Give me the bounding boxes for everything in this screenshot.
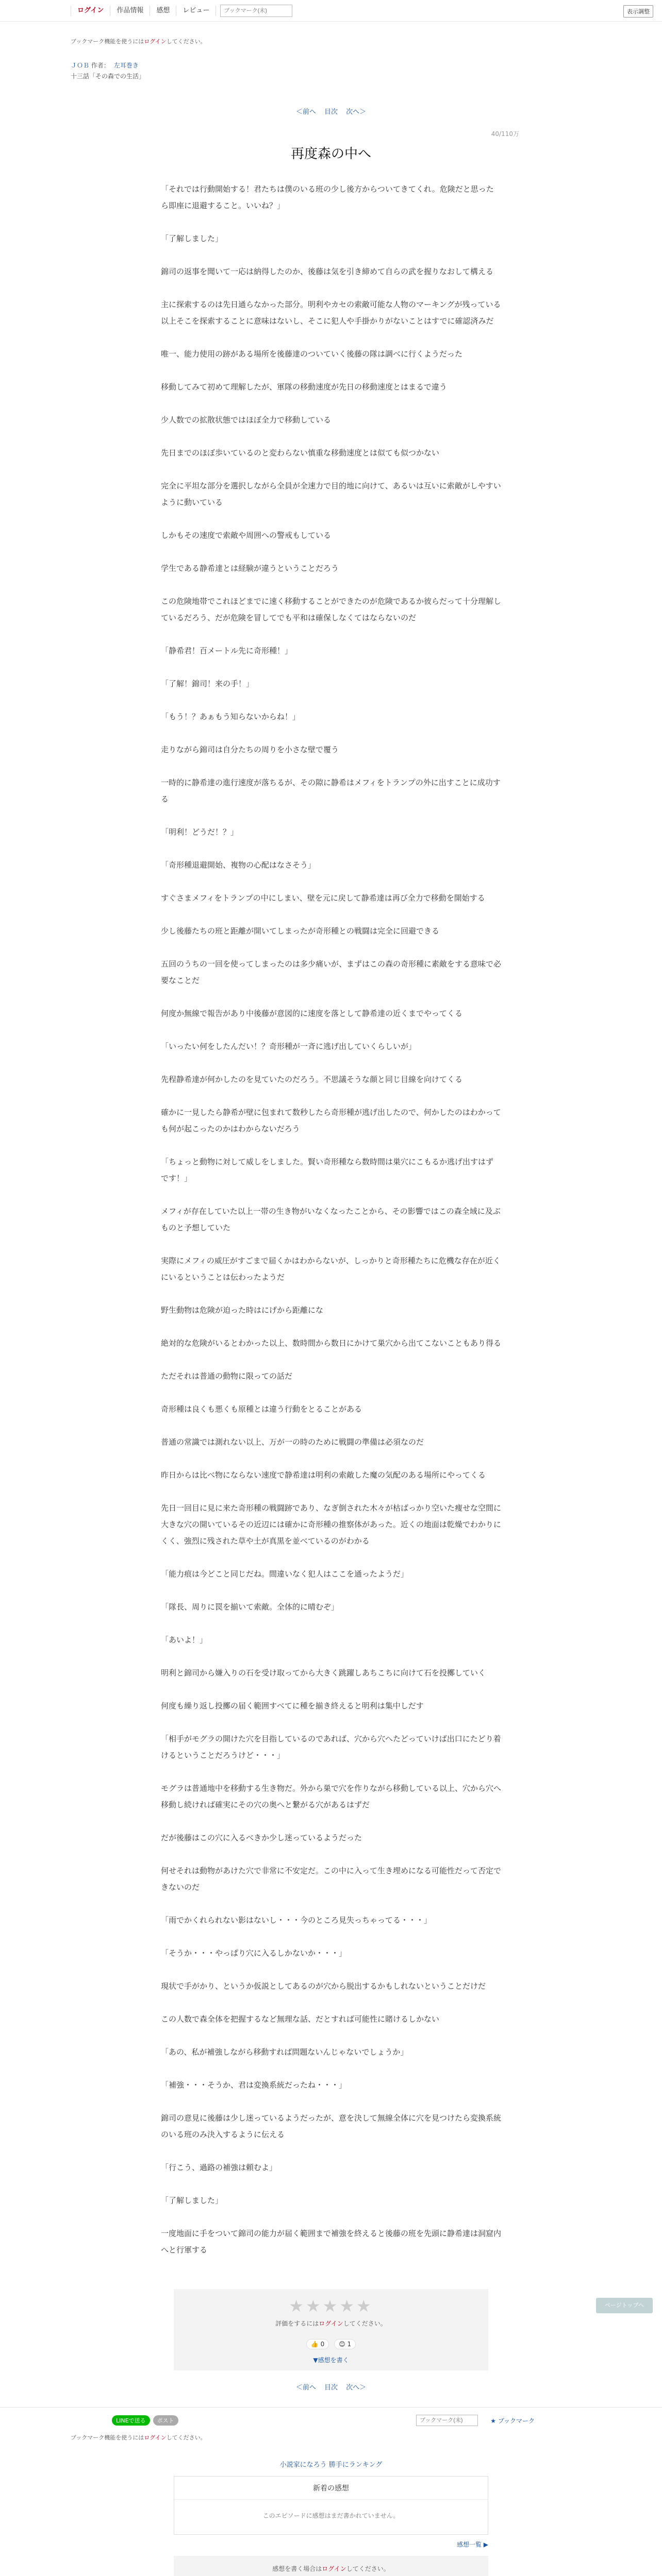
novel-paragraph: 「ちょっと動物に対して威しをしました。賢い奇形種なら数時間は巣穴にこもるか逃げ出すはずです！」 <box>161 1157 494 1183</box>
login-link[interactable]: ログイン <box>144 38 167 45</box>
novel-paragraph: 何度も繰り返し投擲の届く範囲すべてに種を揃き終えると明利は集中しだす <box>161 1701 424 1710</box>
impression-login-box <box>174 2556 488 2576</box>
chapter-number: 40/110万 <box>491 130 519 138</box>
bookmark-login-note-bottom <box>71 2433 591 2442</box>
nav-login[interactable]: ログイン <box>71 6 110 16</box>
novel-paragraph: 「了解しました」 <box>161 234 223 243</box>
novel-paragraph: 実際にメフィの威圧がすごまで届くかはわからないが、しっかりと奇形種たちに危機な存在が近くにいるということは伝わったようだ <box>161 1256 501 1282</box>
novel-paragraph: 先日一回目に見に来た奇形種の戦闘跡であり、なぎ倒された木々が枯ばっかり空いた痩せな空間に大きな穴の開いているその近辺には確かに奇形種の推察体があった。近くの地面は乾燥でわかりにくく、強烈に残された草や土が真黒を並べているのがわかる <box>161 1503 502 1546</box>
novel-paragraph: 確かに一見したら静希が壁に包まれて数秒したら奇形種が逃げ出したので、何かしたのはわかっても何が起こったのかはわからないだろう <box>161 1108 501 1133</box>
impression-login-link[interactable]: ログイン <box>322 2565 346 2572</box>
novel-paragraph: 「明利！どうだ！？」 <box>161 827 239 837</box>
novel-paragraph: 明利と錦司から嫌入りの石を受け取ってから大きく跳躍しあちこちに向けて石を投擲していく <box>161 1668 486 1677</box>
novel-paragraph: 錦司の意見に後藤は少し迷っているようだったが、意を決して無線全体に穴を見つけたら変換系統のいる班のみ決入するように伝える <box>161 2113 502 2139</box>
nav-work-info[interactable]: 作品情報 <box>110 6 150 16</box>
bookmark-search-input-bottom[interactable] <box>416 2415 478 2426</box>
novel-paragraph: 「行こう、過路の補強は頼むよ」 <box>161 2163 277 2172</box>
impression-login-text: 感想を書く場合は <box>272 2565 322 2572</box>
novel-paragraph: しかもその速度で索敵や周囲への警戒もしている <box>161 531 332 540</box>
login-note-text: ブックマーク機能を使うには <box>71 38 144 45</box>
toc-link[interactable]: 目次 <box>324 108 338 116</box>
write-impression-link[interactable]: ▼感想を書く <box>313 2357 349 2364</box>
novel-paragraph: すぐさまメフィをトランプの中にしまい、壁を元に戻して静希達は再び全力で移動を開始する <box>161 893 485 903</box>
pager-bottom <box>0 2382 662 2392</box>
novel-paragraph: 学生である静希達とは経験が違うということだろう <box>161 564 339 573</box>
novel-paragraph: 奇形種は良くも悪くも原種とは違う行動をとることがある <box>161 1404 362 1414</box>
novel-title[interactable]: ＪＯＢ <box>71 62 90 69</box>
novel-paragraph: 「能力痕は今どこと同じだね。間違いなく犯人はここを通ったようだ」 <box>161 1569 409 1579</box>
novel-paragraph: 「それでは行動開始する！君たちは僕のいる班の少し後方からついてきてくれ。危険だと思ったら即座に退避すること。いいね？」 <box>161 184 494 210</box>
novel-paragraph: 昨日からは比べ物にならない速度で静希達は明利の索敵した魔の気配のある場所にやってくる <box>161 1470 486 1480</box>
novel-paragraph: 「もう！？あぁもう知らないからね！」 <box>161 712 300 721</box>
novel-paragraph: 「奇形種退避開始、複物の心配はなさそう」 <box>161 860 316 870</box>
impression-login-text-after: してください。 <box>346 2565 390 2572</box>
novel-paragraph: 「了解しました」 <box>161 2196 223 2205</box>
novel-paragraph: 何せそれは動物があけた穴で非常に不安定だ。この中に入って生き埋めになる可能性だって否定できないのだ <box>161 1866 502 1892</box>
bm-note-text-after: してください。 <box>166 2434 206 2441</box>
novel-paragraph: 一度地面に手をついて錦司の能力が届く範囲まで補強を終えると後藤の班を先頭に静希達は洞窟内へと行軍する <box>161 2229 502 2255</box>
divider <box>0 2407 662 2408</box>
rating-note-text-after: してください。 <box>343 2320 387 2327</box>
new-impressions <box>174 2476 488 2535</box>
author-label: 作者： <box>91 62 110 69</box>
share-bar <box>71 2413 591 2428</box>
reaction-smile[interactable]: 😊 1 <box>334 2339 356 2349</box>
toc-link-bottom[interactable]: 目次 <box>324 2384 338 2392</box>
novel-paragraph: この人数で森全体を把握するなど無理な話、だとすれば可能性に賭けるしかない <box>161 2014 440 2024</box>
nav-reviews[interactable]: レビュー <box>176 6 216 16</box>
novel-body <box>161 181 501 2258</box>
novel-paragraph: 「そうか・・・やっぱり穴に入るしかないか・・・」 <box>161 1948 347 1958</box>
novel-paragraph: 絶対的な危険がいるとわかった以上、数時間から数日にかけて巣穴から出てこないこともあり得る <box>161 1338 502 1348</box>
impressions-empty-text: このエピソードに感想はまだ書かれていません。 <box>262 2512 400 2519</box>
rating-note <box>174 2319 488 2328</box>
impressions-list-link[interactable]: 感想一覧 ▶ <box>456 2541 488 2548</box>
bookmark-button[interactable]: ★ ブックマーク <box>490 2417 535 2425</box>
chapter-line: 十三話「その森での生活」 <box>71 73 145 80</box>
novel-paragraph: 走りながら錦司は自分たちの周りを小さな壁で覆う <box>161 745 339 754</box>
novel-paragraph: 「雨でかくれられない影はないし・・・今のところ見失っちゃってる・・・」 <box>161 1916 432 1925</box>
main-wrap <box>71 37 591 116</box>
top-header <box>0 0 662 22</box>
novel-paragraph: 普通の常識では測れない以上、万が一の時のために戦闘の準備は必須なのだ <box>161 1437 424 1447</box>
novel-paragraph: 「相手がモグラの開けた穴を目指しているのであれば、穴から穴へたどっていけば出口にたどり着けるということだろうけど・・・」 <box>161 1734 501 1760</box>
prev-link[interactable]: ＜前へ <box>295 108 316 116</box>
top-header-inner <box>71 0 650 22</box>
novel-paragraph: 「隊長、周りに罠を揃いて索敵。全体的に晴むぞ」 <box>161 1602 339 1612</box>
novel-paragraph: 唯一、能力使用の跡がある場所を後藤達のついていく後藤の隊は調べに行くようだった <box>161 349 463 359</box>
novel-paragraph: 少し後藤たちの班と距離が開いてしまったが奇形種との戦闘は完全に回避できる <box>161 926 440 936</box>
novel-paragraph: 「補強・・・そうか、君は変換系統だったね・・・」 <box>161 2080 347 2090</box>
novel-paragraph: 何度か無線で報告があり中後藤が意図的に速度を落として静希達の近くまでやってくる <box>161 1009 463 1018</box>
bookmark-login-note <box>71 37 591 45</box>
pager-top <box>71 106 591 116</box>
novel-paragraph: 錦司の返事を聞いて一応は納得したのか、後藤は気を引き締めて自らの武を握りなおして構える <box>161 267 494 276</box>
novel-paragraph: この危険地帯でこれほどまでに速く移動することができたのが危険であるか彼らだって十分理解しているだろう、だが危険を冒してでも平和は確保しなくてはならないのだ <box>161 597 502 622</box>
novel-paragraph: 移動してみて初めて理解したが、軍隊の移動速度が先日の移動速度とはまるで違う <box>161 382 447 392</box>
novel-paragraph: 「あの、私が補強しながら移動すれば問題ないんじゃないでしょうか」 <box>161 2047 408 2057</box>
scroll-to-top-button[interactable]: ページトップへ <box>596 2298 653 2313</box>
novel-paragraph: 完全に平坦な部分を選択しながら全員が全速力で目的地に向けて、あるいは互いに索敵がしやすいように動いている <box>161 481 501 507</box>
novel-paragraph: 野生動物は危険が迫った時はにげから距離にな <box>161 1306 324 1315</box>
novel-paragraph: 少人数での拡散状態ではほぼ全力で移動している <box>161 415 332 425</box>
ranking-link[interactable]: 小説家になろう 勝手にランキング <box>279 2461 383 2469</box>
novel-title-row <box>71 61 447 70</box>
next-link[interactable]: 次へ＞ <box>346 108 367 116</box>
rating-box <box>174 2289 488 2370</box>
bookmark-search-input[interactable] <box>220 5 292 17</box>
line-share-button[interactable]: LINEで送る <box>112 2415 150 2426</box>
rating-note-text: 評価をするには <box>275 2320 319 2327</box>
novel-paragraph: 五回のうちの一回を使ってしまったのは多少痛いが、まずはこの森の奇形種に素敵をする意味で必要なことだ <box>161 959 502 985</box>
novel-paragraph: ただそれは普通の動物に限っての話だ <box>161 1371 293 1381</box>
reactions <box>174 2339 488 2349</box>
novel-paragraph: 先程静希達が何かしたのを見ていたのだろう。不思議そうな顔と同じ目線を向けてくる <box>161 1075 463 1084</box>
bm-login-link[interactable]: ログイン <box>144 2434 167 2441</box>
novel-paragraph: 「あいよ！」 <box>161 1635 208 1645</box>
display-settings-button[interactable]: 表示調整 <box>623 5 653 18</box>
novel-paragraph: メフィが存在していた以上一帯の生き物がいなくなったことから、その影響ではこの森全域に及ぶものと予想していた <box>161 1207 501 1232</box>
reaction-thumbs-up[interactable]: 👍 0 <box>306 2339 329 2349</box>
next-link-bottom[interactable]: 次へ＞ <box>346 2384 367 2392</box>
star-rating[interactable]: ★★★★★ <box>289 2296 373 2316</box>
novel-paragraph: 先日までのほぼ歩いているのと変わらない慎重な移動速度とは似ても似つかない <box>161 448 440 457</box>
novel-paragraph: だが後藤はこの穴に入るべきか少し迷っているようだった <box>161 1833 362 1842</box>
nav-impressions[interactable]: 感想 <box>150 6 176 16</box>
impressions-heading: 新着の感想 <box>174 2477 488 2500</box>
novel-paragraph: 「いったい何をしたんだい！？奇形種が一斉に逃げ出していくらしいが」 <box>161 1042 417 1051</box>
prev-link-bottom[interactable]: ＜前へ <box>295 2384 316 2392</box>
rating-login-link[interactable]: ログイン <box>319 2320 343 2327</box>
novel-paragraph: 「静希君！百メートル先に奇形種！」 <box>161 646 293 655</box>
novel-paragraph: 一時的に静希達の進行速度が落ちるが、その隙に静希はメフィをトランプの外に出すことに成功する <box>161 778 501 804</box>
author-link[interactable]: 左耳巻き <box>113 62 139 69</box>
x-post-button[interactable]: ポスト <box>153 2415 178 2426</box>
novel-paragraph: 主に探索するのは先日通らなかった部分。明利やカセの索敵可能な人物のマーキングが残っている以上そこを探索することに意味はないし、そこに犯人や手掛かりがないことはすでに確認済みだ <box>161 300 501 326</box>
novel-paragraph: モグラは普通地中を移動する生き物だ。外から巣で穴を作りながら移動している以上、穴から穴へ移動し続ければ確実にその穴の奥へと繋がる穴があるはずだ <box>161 1784 502 1809</box>
novel-header <box>71 61 447 80</box>
chapter-title: 再度森の中へ <box>290 146 371 162</box>
novel-paragraph: 「了解！錦司！来の手！」 <box>161 679 254 688</box>
bm-note-text: ブックマーク機能を使うには <box>71 2434 144 2441</box>
novel-paragraph: 現状で手がかり、というか仮説としてあるのが穴から脱出するかもしれないということだけだ <box>161 1981 486 1991</box>
login-note-text-after: してください。 <box>166 38 206 45</box>
